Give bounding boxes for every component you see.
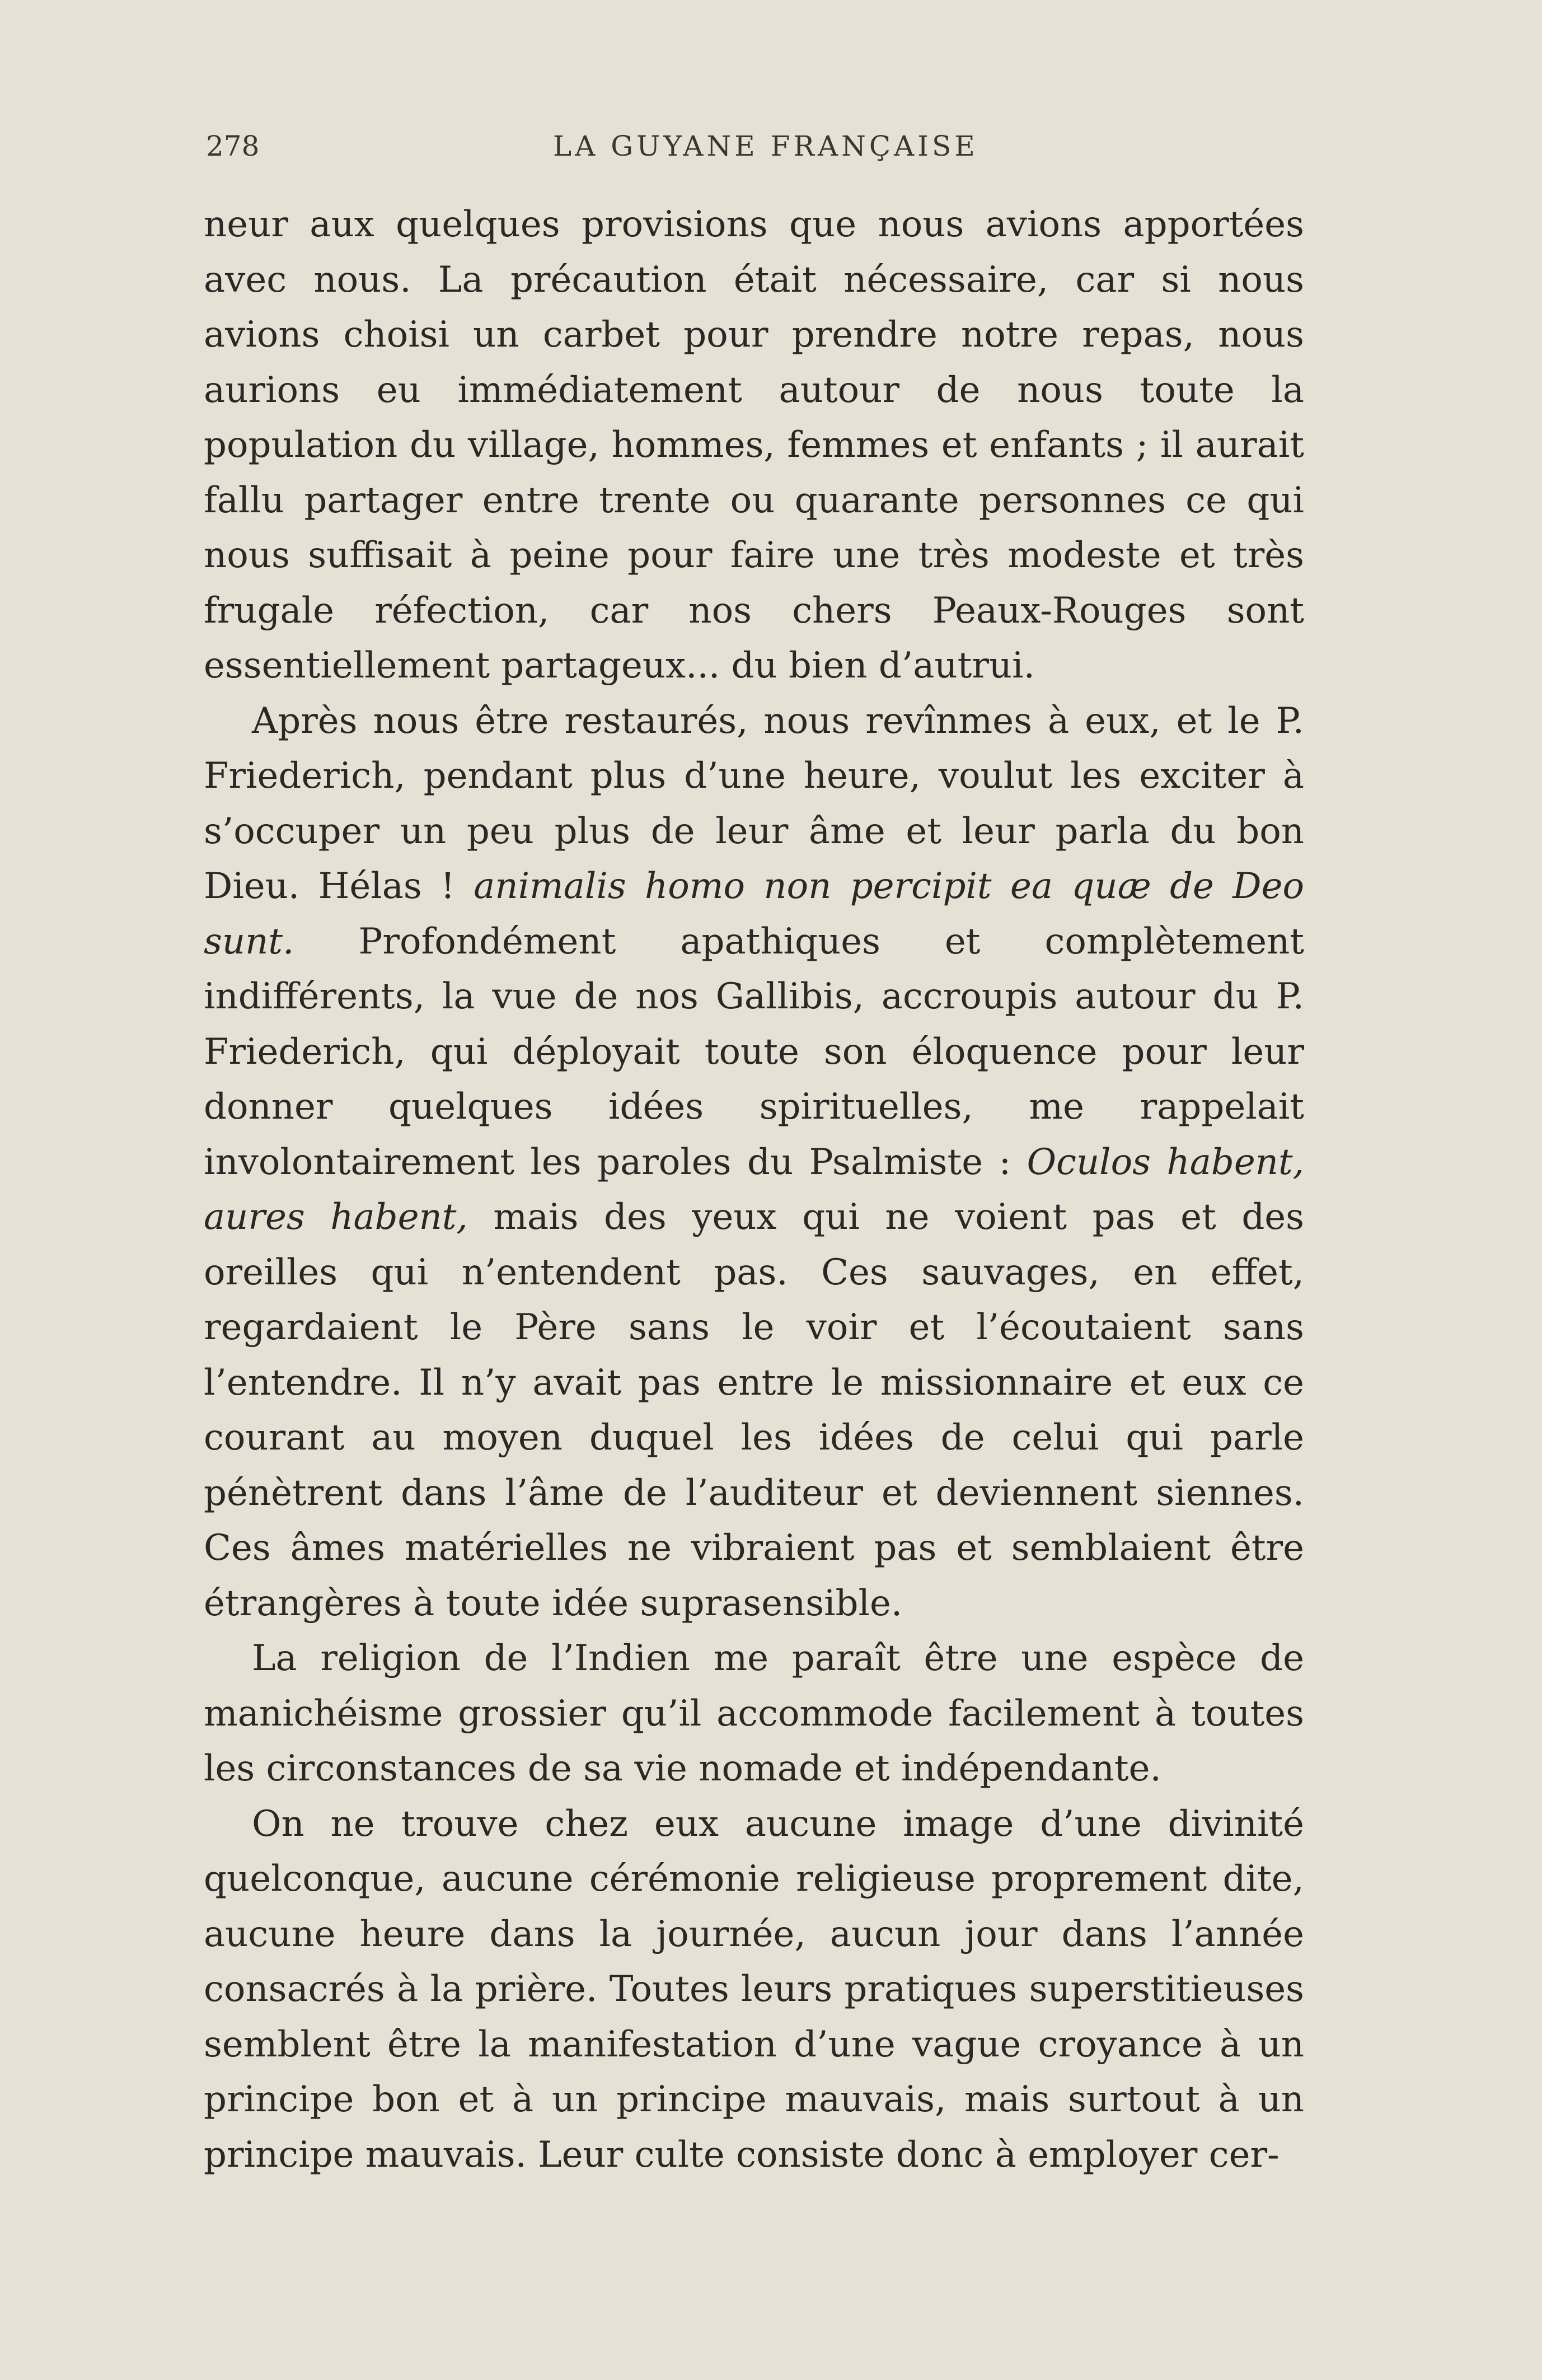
page-header bbox=[206, 130, 1301, 169]
paragraph-3 bbox=[204, 1631, 1304, 1797]
paragraph-4 bbox=[204, 1797, 1304, 2183]
paragraph-2 bbox=[204, 694, 1304, 1631]
paragraph-2-text-c: mais des yeux qui ne voient pas et des oreilles qui n’entendent pas. Ces sauvages, en effet, regardaient le Père sans le voir et l’écoutaient sans l’entendre. Il n’y avait pas entre le missionnaire et eux ce courant au moyen duquel les idées de celui qui parle pénètrent dans l’âme de l’auditeur et deviennent siennes. Ces âmes matérielles ne vibraient pas et semblaient être étrangères à toute idée suprasensible. bbox=[204, 1196, 1305, 1624]
paragraph-2-text-b: Profondément apathiques et complètement indifférents, la vue de nos Gallibis, accroupis autour du P. Friederich, qui déployait toute son éloquence pour leur donner quelques idées spirituelles, me rappelait involontairement les paroles du Psalmiste : bbox=[204, 920, 1304, 1183]
paragraph-3-text: La religion de l’Indien me paraît être une espèce de manichéisme grossier qu’il accommode facilement à toutes les circonstances de sa vie nomade et indépendante. bbox=[204, 1638, 1304, 1789]
paragraph-2-text-a: Après nous être restaurés, nous revînmes à eux, et le P. Friederich, pendant plus d’une heure, voulut les exciter à s’occuper un peu plus de leur âme et leur parla du bon Dieu. Hélas ! bbox=[204, 700, 1304, 907]
paragraph-1 bbox=[204, 197, 1304, 694]
body-text bbox=[204, 197, 1304, 2182]
paragraph-4-text: On ne trouve chez eux aucune image d’une divinité quelconque, aucune cérémonie religieuse proprement dite, aucune heure dans la journée, aucun jour dans l’année consacrés à la prière. Toutes leurs pratiques superstitieuses semblent être la manifestation d’une vague croyance à un principe bon et à un principe mauvais, mais surtout à un principe mauvais. Leur culte consiste donc à employer cer- bbox=[204, 1803, 1304, 2176]
latin-quote-1: animalis homo non percipit ea quæ de Deo sunt. bbox=[204, 866, 1305, 962]
latin-quote-2: Oculos habent, aures habent, bbox=[204, 1141, 1305, 1238]
running-title: LA GUYANE FRANÇAISE bbox=[553, 130, 978, 162]
page-number: 278 bbox=[206, 130, 260, 162]
paragraph-1-text: neur aux quelques provisions que nous avions apportées avec nous. La précaution était nécessaire, car si nous avions choisi un carbet pour prendre notre repas, nous aurions eu immédiatement autour de nous toute la population du village, hommes, femmes et enfants ; il aurait fallu partager entre trente ou quarante personnes ce qui nous suffisait à peine pour faire une très modeste et très frugale réfection, car nos chers Peaux-Rouges sont essentiellement partageux... du bien d’autrui. bbox=[204, 204, 1304, 686]
